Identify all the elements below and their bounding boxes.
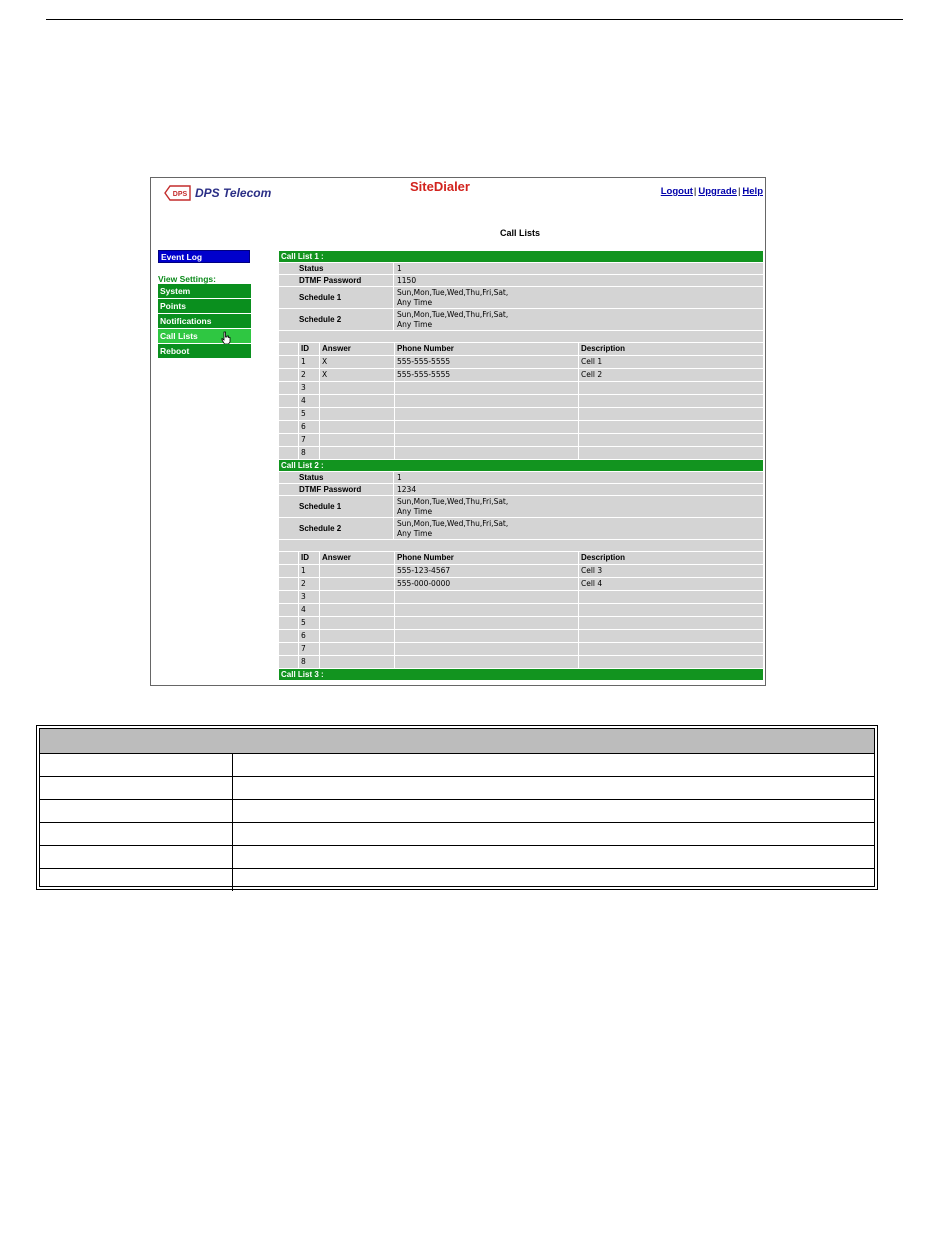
table-row — [40, 777, 874, 800]
cell-answer — [320, 421, 395, 433]
cell-description — [579, 434, 763, 446]
cell-answer: X — [320, 356, 395, 368]
cell-phone — [395, 617, 579, 629]
page-title: Call Lists — [500, 228, 541, 238]
cell-description — [579, 421, 763, 433]
cell-description — [579, 656, 763, 668]
cell-id: 5 — [299, 408, 320, 420]
cell-id: 7 — [299, 643, 320, 655]
cell-description — [579, 604, 763, 616]
schedule-2-value: Sun,Mon,Tue,Wed,Thu,Fri,Sat, Any Time — [394, 518, 763, 539]
cell-answer — [320, 434, 395, 446]
row-spacer — [279, 447, 299, 459]
cell-id: 6 — [299, 421, 320, 433]
cell-answer — [320, 604, 395, 616]
col-answer: Answer — [320, 552, 395, 564]
cell-phone — [395, 604, 579, 616]
table-row — [279, 395, 763, 408]
col-answer: Answer — [320, 343, 395, 355]
status-value: 1 — [394, 263, 763, 274]
cell-phone — [395, 434, 579, 446]
cell-id: 2 — [299, 578, 320, 590]
cell-phone: 555-123-4567 — [395, 565, 579, 577]
cell-description — [579, 382, 763, 394]
schedule-2-row — [279, 309, 763, 330]
cell-answer — [320, 408, 395, 420]
table-row — [279, 408, 763, 421]
cell-answer: X — [320, 369, 395, 381]
cell-id: 4 — [299, 604, 320, 616]
view-settings-heading: View Settings: — [158, 274, 216, 284]
col-phone: Phone Number — [395, 552, 579, 564]
table-header — [279, 343, 763, 356]
schedule-1-value: Sun,Mon,Tue,Wed,Thu,Fri,Sat, Any Time — [394, 496, 763, 517]
summary-table-inner — [39, 728, 875, 887]
cell-description — [579, 630, 763, 642]
col-description: Description — [579, 343, 763, 355]
cell-id: 3 — [299, 382, 320, 394]
row-spacer — [279, 369, 299, 381]
table-header — [279, 552, 763, 565]
cell-phone — [395, 643, 579, 655]
cell-id: 8 — [299, 447, 320, 459]
cell-id: 5 — [299, 617, 320, 629]
sidebar-item-reboot[interactable]: Reboot — [158, 344, 251, 358]
dps-badge-icon — [163, 183, 193, 203]
schedule-1-value: Sun,Mon,Tue,Wed,Thu,Fri,Sat, Any Time — [394, 287, 763, 308]
cell-description: Cell 3 — [579, 565, 763, 577]
cell-description — [579, 395, 763, 407]
col-phone: Phone Number — [395, 343, 579, 355]
dtmf-row — [279, 484, 763, 495]
cell-answer — [320, 591, 395, 603]
schedule-2-row — [279, 518, 763, 539]
col-description: Description — [579, 552, 763, 564]
cell-phone — [395, 395, 579, 407]
status-row — [279, 472, 763, 483]
dtmf-value: 1234 — [394, 484, 763, 495]
cell-description: Cell 2 — [579, 369, 763, 381]
cell-answer — [320, 382, 395, 394]
table-row — [279, 434, 763, 447]
cell-description — [579, 617, 763, 629]
svg-text:DPS: DPS — [172, 191, 188, 198]
cell-phone — [395, 591, 579, 603]
schedule-2-label: Schedule 2 — [279, 309, 393, 330]
cell-answer — [320, 447, 395, 459]
table-row — [279, 356, 763, 369]
cell-id: 1 — [299, 356, 320, 368]
hand-cursor-icon — [220, 331, 232, 345]
call-lists-content — [279, 251, 763, 681]
table-row — [40, 823, 874, 846]
cell-phone: 555-000-0000 — [395, 578, 579, 590]
col-id: ID — [299, 343, 320, 355]
status-label: Status — [279, 472, 393, 483]
spacer-row — [279, 540, 763, 551]
row-spacer — [279, 565, 299, 577]
schedule-1-label: Schedule 1 — [279, 287, 393, 308]
table-row — [279, 630, 763, 643]
summary-table — [36, 725, 878, 890]
sitedialer-screenshot — [150, 177, 766, 686]
dtmf-label: DTMF Password — [279, 484, 393, 495]
dtmf-label: DTMF Password — [279, 275, 393, 286]
cell-id: 4 — [299, 395, 320, 407]
row-spacer — [279, 656, 299, 668]
call-list-1-rows — [279, 356, 763, 460]
status-row — [279, 263, 763, 274]
row-spacer — [279, 395, 299, 407]
row-spacer — [279, 591, 299, 603]
table-row — [279, 382, 763, 395]
schedule-1-row — [279, 496, 763, 517]
table-row — [40, 754, 874, 777]
cell-description — [579, 643, 763, 655]
col-id: ID — [299, 552, 320, 564]
row-spacer — [279, 630, 299, 642]
logout-link[interactable]: Logout — [660, 186, 693, 197]
cell-answer — [320, 617, 395, 629]
table-row — [279, 604, 763, 617]
cell-description — [579, 408, 763, 420]
page-top-rule — [46, 19, 903, 20]
spacer-row — [279, 331, 763, 342]
call-list-2-rows — [279, 565, 763, 669]
sidebar-item-system[interactable]: System — [158, 284, 251, 298]
cell-answer — [320, 643, 395, 655]
cell-id: 7 — [299, 434, 320, 446]
table-row — [279, 643, 763, 656]
status-label: Status — [279, 263, 393, 274]
row-spacer — [279, 604, 299, 616]
cell-id: 6 — [299, 630, 320, 642]
table-row — [279, 447, 763, 460]
table-row — [40, 800, 874, 823]
row-spacer — [279, 578, 299, 590]
schedule-1-row — [279, 287, 763, 308]
cell-phone: 555-555-5555 — [395, 369, 579, 381]
cell-answer — [320, 630, 395, 642]
table-row — [279, 421, 763, 434]
cell-phone — [395, 421, 579, 433]
row-spacer — [279, 356, 299, 368]
cell-phone: 555-555-5555 — [395, 356, 579, 368]
sidebar-item-call-lists[interactable] — [158, 329, 251, 343]
row-spacer — [279, 617, 299, 629]
cell-description — [579, 591, 763, 603]
cell-id: 2 — [299, 369, 320, 381]
summary-table-header — [40, 729, 874, 754]
row-spacer — [279, 434, 299, 446]
help-link[interactable]: Help — [742, 186, 763, 197]
dps-logo — [163, 183, 271, 203]
row-spacer — [279, 408, 299, 420]
schedule-2-value: Sun,Mon,Tue,Wed,Thu,Fri,Sat, Any Time — [394, 309, 763, 330]
row-spacer — [279, 421, 299, 433]
status-value: 1 — [394, 472, 763, 483]
app-title: SiteDialer — [410, 179, 470, 194]
cell-id: 8 — [299, 656, 320, 668]
table-row — [279, 565, 763, 578]
call-list-2-header: Call List 2 : — [279, 460, 763, 471]
sidebar-item-label: Call Lists — [160, 331, 198, 341]
cell-phone — [395, 447, 579, 459]
cell-id: 1 — [299, 565, 320, 577]
row-spacer — [279, 643, 299, 655]
event-log-button[interactable]: Event Log — [158, 250, 250, 263]
top-links: Logout| Upgrade| Help — [660, 186, 763, 197]
upgrade-link[interactable]: Upgrade — [698, 186, 737, 197]
call-list-3-header: Call List 3 : — [279, 669, 763, 680]
dtmf-row — [279, 275, 763, 286]
table-row — [279, 656, 763, 669]
cell-answer — [320, 578, 395, 590]
cell-answer — [320, 656, 395, 668]
table-row — [279, 591, 763, 604]
cell-id: 3 — [299, 591, 320, 603]
cell-answer — [320, 565, 395, 577]
table-row — [279, 369, 763, 382]
cell-phone — [395, 408, 579, 420]
table-row — [40, 846, 874, 869]
call-list-1-header: Call List 1 : — [279, 251, 763, 262]
brand-name: DPS Telecom — [195, 186, 272, 200]
dtmf-value: 1150 — [394, 275, 763, 286]
cell-phone — [395, 382, 579, 394]
table-row — [40, 869, 874, 891]
sidebar-item-points[interactable]: Points — [158, 299, 251, 313]
sidebar-item-notifications[interactable]: Notifications — [158, 314, 251, 328]
cell-description — [579, 447, 763, 459]
cell-phone — [395, 656, 579, 668]
cell-answer — [320, 395, 395, 407]
sidebar-menu — [158, 284, 251, 359]
cell-description: Cell 4 — [579, 578, 763, 590]
cell-description: Cell 1 — [579, 356, 763, 368]
table-row — [279, 578, 763, 591]
cell-phone — [395, 630, 579, 642]
schedule-1-label: Schedule 1 — [279, 496, 393, 517]
table-row — [279, 617, 763, 630]
schedule-2-label: Schedule 2 — [279, 518, 393, 539]
row-spacer — [279, 382, 299, 394]
